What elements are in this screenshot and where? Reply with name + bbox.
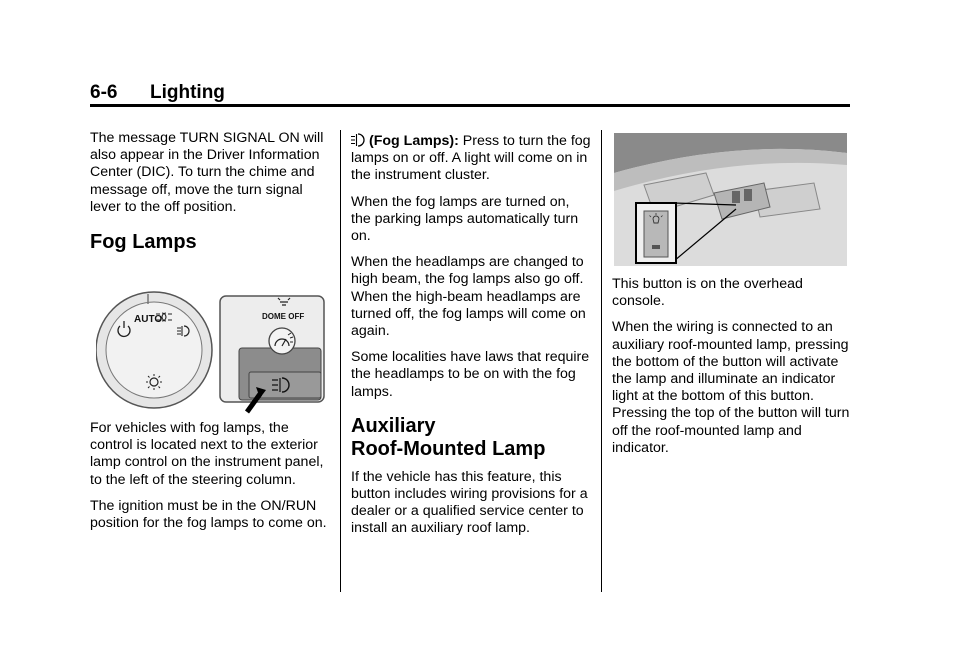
fog-lamps-heading: Fog Lamps [90,231,197,254]
fog-lamp-icon [351,133,365,147]
ignition-paragraph: The ignition must be in the ON/RUN position for the fog lamps to come on. [90,497,327,532]
intro-paragraph: The message TURN SIGNAL ON will also appear in the Driver Information Center (DIC). To turn the chime and message off, move the turn signal lever to the off position. [90,130,324,215]
overhead-console-figure [614,133,847,266]
high-beam-paragraph: When the headlamps are changed to high beam, the fog lamps also go off. When the high-beam headlamps are turned off, the fog lamps will come on again. [351,254,586,340]
parking-lamps-paragraph: When the fog lamps are turned on, the parking lamps automatically turn on. [351,193,579,245]
column-divider-2 [601,130,602,592]
auxiliary-lamp-paragraph: If the vehicle has this feature, this button includes wiring provisions for a dealer or a qualified service center to install an auxiliary roof lamp. [351,468,588,537]
page-header [90,82,850,106]
overhead-console-illustration [614,133,847,266]
auto-label: AUTO [134,314,163,325]
column-2 [351,133,591,547]
header-rule [90,104,850,107]
heading-line-1: Auxiliary [351,414,436,437]
fog-lamps-term: (Fog Lamps): [369,133,459,149]
heading-line-2: Roof-Mounted Lamp [351,437,546,460]
column-3 [612,276,852,466]
dimmer-knob [269,328,295,354]
lamp-control-figure [96,286,328,414]
fog-lamps-description: Press to turn the fog lamps on or off. A light will come on in the instrument cluster. [351,133,591,184]
chapter-title: Lighting [150,82,225,103]
auxiliary-lamp-heading [351,415,591,461]
wiring-paragraph: When the wiring is connected to an auxiliary roof-mounted lamp, pressing the bottom of the button will activate the lamp and illuminate an indicator light at the bottom of this button. Pressing the top of the button will turn off the roof-mounted lamp and indicator. [612,319,850,456]
dome-off-label: DOME OFF [262,312,305,321]
section-number: 6-6 [90,82,118,103]
local-laws-paragraph: Some localities have laws that require the headlamps to be on with the fog lamps. [351,349,590,400]
lamp-control-illustration [96,286,328,414]
column-divider-1 [340,130,341,592]
fog-location-paragraph: For vehicles with fog lamps, the control is located next to the exterior lamp control on the instrument panel, to the left of the steering column. [90,420,324,488]
console-location-paragraph: This button is on the overhead console. [612,276,803,310]
fog-lamps-definition [351,133,591,185]
